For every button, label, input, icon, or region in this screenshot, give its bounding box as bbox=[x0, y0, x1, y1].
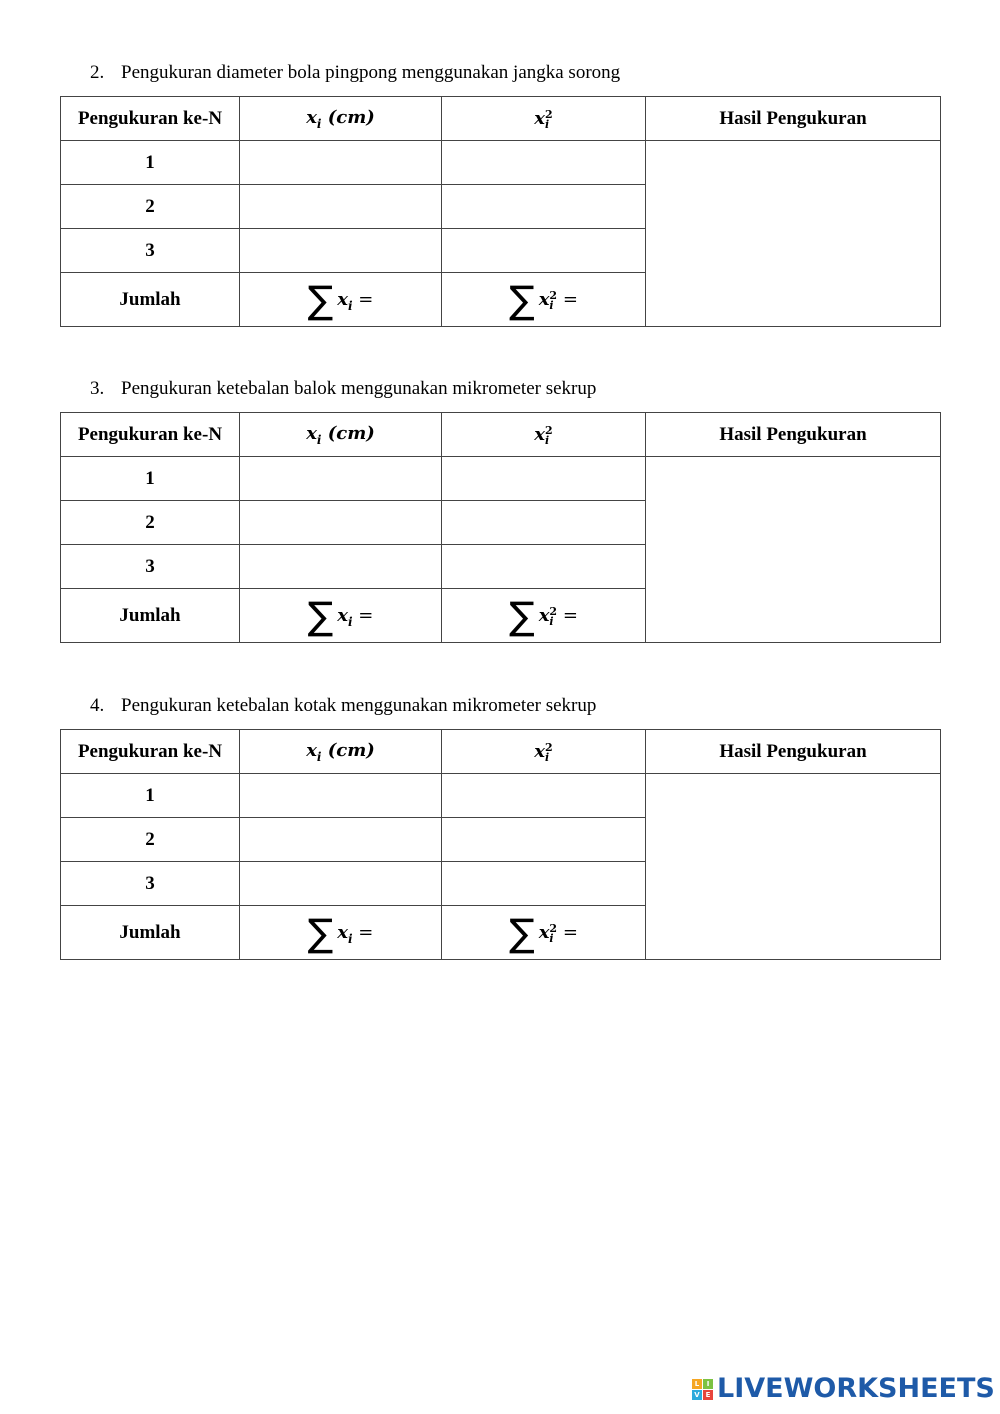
sum-xi-cell[interactable]: ∑ $x_i$ = bbox=[240, 589, 442, 643]
section-number: 4. bbox=[90, 695, 105, 716]
xi-input-cell[interactable] bbox=[240, 457, 442, 501]
measurement-table bbox=[60, 412, 941, 643]
header-xi: $x_i$ (cm) bbox=[240, 730, 442, 774]
xi-input-cell[interactable] bbox=[240, 545, 442, 589]
row-number: 2 bbox=[61, 818, 240, 862]
xi-input-cell[interactable] bbox=[240, 862, 442, 906]
row-number: 2 bbox=[61, 501, 240, 545]
xi-input-cell[interactable] bbox=[240, 774, 442, 818]
header-xi-squared: x 2 i bbox=[442, 413, 646, 457]
section-heading bbox=[90, 695, 596, 717]
header-xi: $x_i$ (cm) bbox=[240, 413, 442, 457]
sum-xi-squared-cell[interactable]: ∑ x 2 i = bbox=[442, 589, 646, 643]
header-xi-squared: x 2 i bbox=[442, 730, 646, 774]
section-title: Pengukuran ketebalan kotak menggunakan mikrometer sekrup bbox=[121, 695, 597, 716]
section-heading bbox=[90, 378, 596, 400]
table-row bbox=[61, 457, 941, 501]
measurement-table bbox=[60, 729, 941, 960]
xi-input-cell[interactable] bbox=[240, 501, 442, 545]
sum-xi-squared-cell[interactable]: ∑ x 2 i = bbox=[442, 906, 646, 960]
xi-squared-input-cell[interactable] bbox=[442, 229, 646, 273]
sigma-icon: ∑ bbox=[509, 277, 535, 322]
result-input-cell[interactable] bbox=[646, 141, 941, 327]
section-title: Pengukuran ketebalan balok menggunakan mikrometer sekrup bbox=[121, 378, 597, 399]
logo-mark-letter: V bbox=[692, 1390, 702, 1400]
header-measurement: Pengukuran ke-N bbox=[61, 97, 240, 141]
logo-mark-icon bbox=[692, 1379, 713, 1400]
logo-text: LIVEWORKSHEETS bbox=[717, 1373, 995, 1404]
header-xi-squared: x 2 i bbox=[442, 97, 646, 141]
measurement-table bbox=[60, 96, 941, 327]
sigma-icon: ∑ bbox=[307, 910, 334, 955]
xi-input-cell[interactable] bbox=[240, 818, 442, 862]
logo-mark-letter: E bbox=[703, 1390, 713, 1400]
sigma-icon: ∑ bbox=[307, 277, 334, 322]
table-header-row bbox=[61, 97, 941, 141]
xi-squared-input-cell[interactable] bbox=[442, 185, 646, 229]
section-title: Pengukuran diameter bola pingpong menggunakan jangka sorong bbox=[121, 62, 621, 83]
row-number: 3 bbox=[61, 229, 240, 273]
xi-squared-input-cell[interactable] bbox=[442, 862, 646, 906]
table-header-row bbox=[61, 730, 941, 774]
sigma-icon: ∑ bbox=[509, 593, 535, 638]
row-number: 1 bbox=[61, 141, 240, 185]
table-row bbox=[61, 141, 941, 185]
xi-squared-input-cell[interactable] bbox=[442, 141, 646, 185]
sigma-icon: ∑ bbox=[509, 910, 535, 955]
row-number: 3 bbox=[61, 862, 240, 906]
sum-xi-cell[interactable]: ∑ $x_i$ = bbox=[240, 906, 442, 960]
xi-squared-input-cell[interactable] bbox=[442, 774, 646, 818]
row-number: 2 bbox=[61, 185, 240, 229]
section-number: 2. bbox=[90, 62, 105, 83]
section-number: 3. bbox=[90, 378, 105, 399]
xi-input-cell[interactable] bbox=[240, 229, 442, 273]
table-row bbox=[61, 774, 941, 818]
total-label: Jumlah bbox=[61, 273, 240, 327]
result-input-cell[interactable] bbox=[646, 774, 941, 960]
total-label: Jumlah bbox=[61, 589, 240, 643]
xi-squared-input-cell[interactable] bbox=[442, 545, 646, 589]
sum-xi-squared-cell[interactable]: ∑ x 2 i = bbox=[442, 273, 646, 327]
header-measurement: Pengukuran ke-N bbox=[61, 413, 240, 457]
xi-squared-input-cell[interactable] bbox=[442, 501, 646, 545]
row-number: 1 bbox=[61, 774, 240, 818]
row-number: 1 bbox=[61, 457, 240, 501]
total-label: Jumlah bbox=[61, 906, 240, 960]
result-input-cell[interactable] bbox=[646, 457, 941, 643]
xi-squared-input-cell[interactable] bbox=[442, 457, 646, 501]
header-measurement: Pengukuran ke-N bbox=[61, 730, 240, 774]
section-heading bbox=[90, 62, 620, 84]
xi-input-cell[interactable] bbox=[240, 185, 442, 229]
header-result: Hasil Pengukuran bbox=[646, 730, 941, 774]
sigma-icon: ∑ bbox=[307, 593, 334, 638]
row-number: 3 bbox=[61, 545, 240, 589]
header-result: Hasil Pengukuran bbox=[646, 97, 941, 141]
xi-squared-input-cell[interactable] bbox=[442, 818, 646, 862]
header-xi: $x_i$ (cm) bbox=[240, 97, 442, 141]
logo-mark-letter: L bbox=[692, 1379, 702, 1389]
liveworksheets-logo bbox=[692, 1374, 995, 1404]
logo-mark-letter: I bbox=[703, 1379, 713, 1389]
table-header-row bbox=[61, 413, 941, 457]
sum-xi-cell[interactable]: ∑ $x_i$ = bbox=[240, 273, 442, 327]
xi-input-cell[interactable] bbox=[240, 141, 442, 185]
header-result: Hasil Pengukuran bbox=[646, 413, 941, 457]
